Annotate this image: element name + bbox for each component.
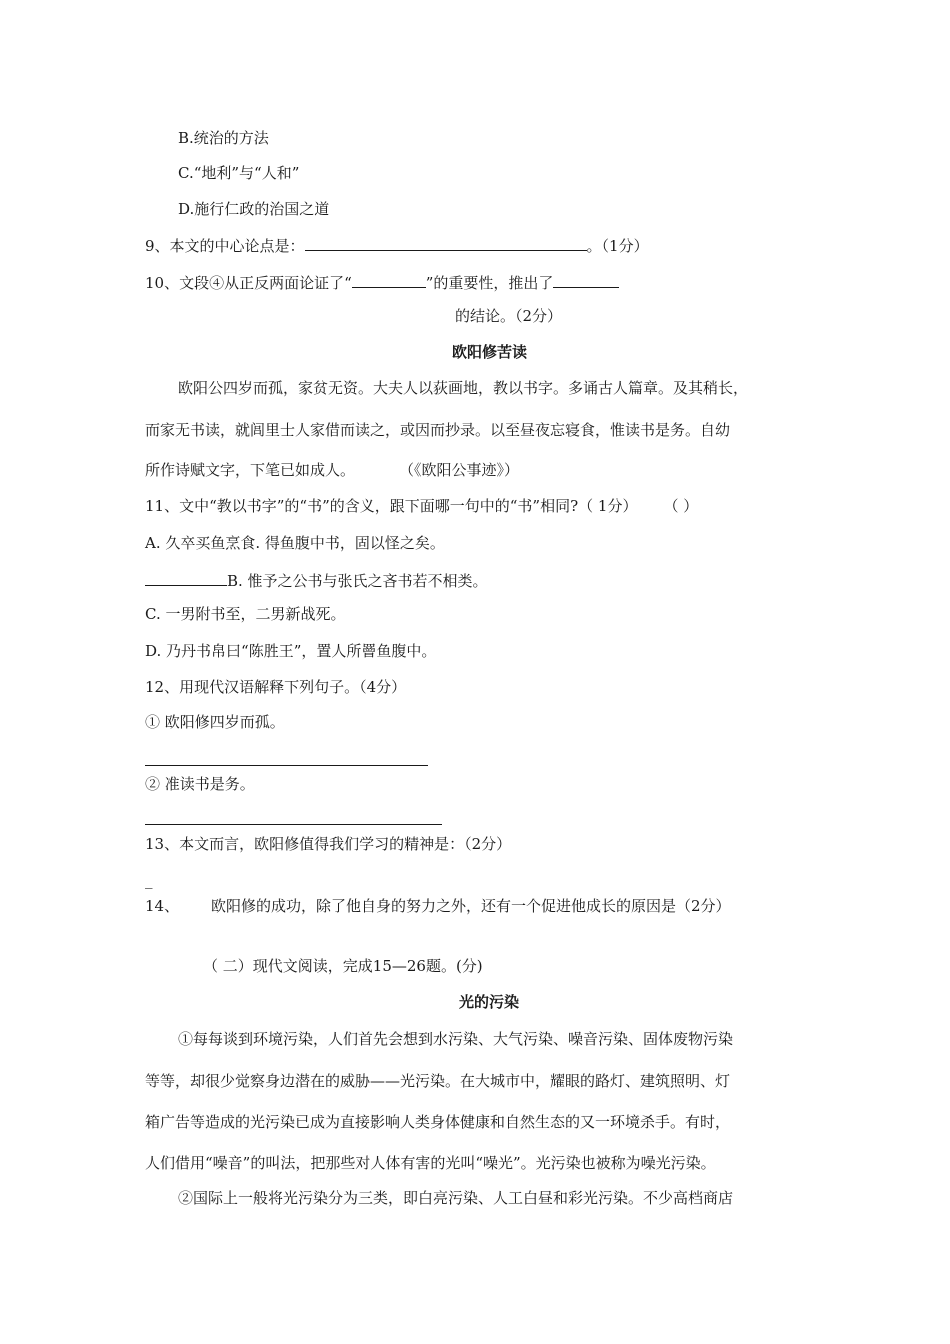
question-9-score: 。（1分）: [586, 237, 649, 255]
modern-paragraph-line: ①每每谈到环境污染，人们首先会想到水污染、大气污染、噪音污染、固体废物污染: [178, 1030, 734, 1048]
question-13-answer-mark[interactable]: _: [145, 871, 153, 889]
question-14-number: 14、: [145, 897, 180, 915]
classical-paragraph-line: [145, 460, 519, 480]
question-10-conclusion: 的结论。（2分）: [455, 307, 563, 325]
question-11-text: 11、文中“教以书字”的“书”的含义，跟下面哪一句中的“书”相同?（ 1分）: [145, 497, 638, 515]
question-10-part2: ”的重要性，推出了: [425, 274, 554, 292]
question-10-part1: 10、文段④从正反两面论证了“: [145, 274, 352, 292]
classical-source: （《欧阳公事迹》）: [399, 461, 520, 479]
question-12: 12、用现代汉语解释下列句子。（4分）: [145, 678, 407, 696]
q8-option-c: C.“地利”与“人和”: [178, 164, 300, 182]
modern-text-title: 光的污染: [459, 993, 520, 1011]
answer-line[interactable]: [145, 824, 442, 825]
question-9-text: 9、本文的中心论点是：: [145, 237, 305, 255]
question-11-option-a: A. 久卒买鱼烹食. 得鱼腹中书，固以怪之矣。: [145, 534, 445, 552]
question-11-option-b-line: [145, 569, 488, 591]
question-11-option-b: B. 惟予之公书与张氏之吝书若不相类。: [227, 572, 488, 590]
answer-blank[interactable]: [553, 271, 619, 288]
question-11-option-c: C. 一男附书至，二男新战死。: [145, 605, 346, 623]
answer-blank[interactable]: [305, 234, 587, 251]
classical-paragraph-line: 欧阳公四岁而孤，家贫无资。大夫人以荻画地，教以书字。多诵古人篇章。及其稍长，: [178, 379, 749, 397]
answer-blank[interactable]: [352, 271, 426, 288]
modern-paragraph-line: 箱广告等造成的光污染已成为直接影响人类身体健康和自然生态的又一环境杀手。有时，: [145, 1113, 731, 1131]
question-11-option-d: D. 乃丹书帛曰“陈胜王”，置人所罾鱼腹中。: [145, 642, 437, 660]
answer-bracket[interactable]: （ ）: [663, 497, 699, 515]
question-12-sentence-2: ② 准读书是务。: [145, 775, 255, 793]
section-heading: （ 二）现代文阅读，完成15—26题。(分): [203, 957, 483, 975]
question-12-sentence-1: ① 欧阳修四岁而孤。: [145, 713, 285, 731]
question-14: 欧阳修的成功，除了他自身的努力之外，还有一个促进他成长的原因是（2分）: [211, 897, 731, 915]
modern-paragraph-line: 等等，却很少觉察身边潜在的威胁——光污染。在大城市中，耀眼的路灯、建筑照明、灯: [145, 1072, 731, 1090]
classical-paragraph-line: 而家无书读，就闾里士人家借而读之，或因而抄录。以至昼夜忘寝食，惟读书是务。自幼: [145, 421, 731, 439]
answer-blank[interactable]: [145, 569, 227, 586]
question-9: [145, 234, 649, 256]
classical-text-title: 欧阳修苦读: [452, 343, 528, 361]
q8-option-b: B.统治的方法: [178, 129, 269, 147]
q8-option-d: D.施行仁政的治国之道: [178, 200, 330, 218]
classical-paragraph-text: 所作诗赋文字，下笔已如成人。: [145, 461, 356, 479]
modern-paragraph-line: ②国际上一般将光污染分为三类，即白亮污染、人工白昼和彩光污染。不少高档商店: [178, 1189, 734, 1207]
answer-line[interactable]: [145, 765, 428, 766]
question-13: 13、本文而言，欧阳修值得我们学习的精神是：（2分）: [145, 835, 512, 853]
question-11: [145, 496, 698, 516]
question-10: [145, 271, 619, 293]
modern-paragraph-line: 人们借用“噪音”的叫法，把那些对人体有害的光叫“噪光”。光污染也被称为噪光污染。: [145, 1154, 716, 1172]
